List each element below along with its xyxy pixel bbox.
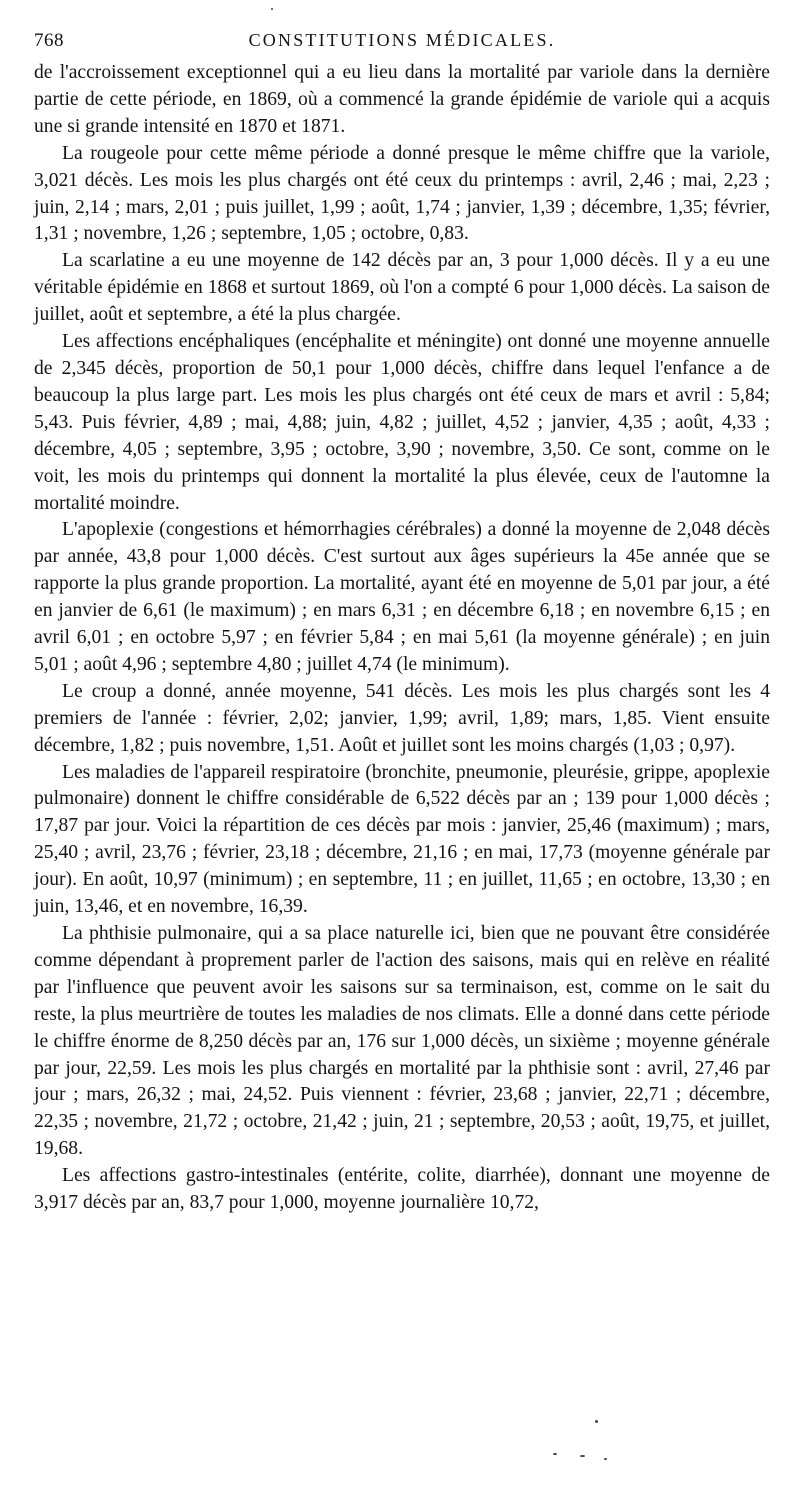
paragraph-affections-encephaliques: Les affections encéphaliques (encéphalite et méningite) ont donné une moyenne annuelle de 2,345 décès, proportion de 50,1 pour 1,000 décès, chiffre dans lequel l'enfance a de beaucoup la plus large part. Les mois les plus chargés ont été ceux de mars et avril : 5,84; 5,43. Puis février, 4,89 ; mai, 4,88; juin, 4,82 ; juillet, 4,52 ; janvier, 4,35 ; août, 4,33 ; décembre, 4,05 ; septembre, 3,95 ; octobre, 3,90 ; novembre, 3,50. Ce sont, comme on le voit, les mois du printemps qui donnent la mortalité la plus élevée, ceux de l'automne la mortalité moindre. bbox=[34, 331, 770, 514]
page-number: 768 bbox=[34, 30, 64, 51]
paragraph-rougeole: La rougeole pour cette même période a donné presque le même chiffre que la variole, 3,021 décès. Les mois les plus chargés ont été ceux du printemps : avril, 2,46 ; mai, 2,23 ; juin, 2,14 ; mars, 2,01 ; puis juillet, 1,99 ; août, 1,74 ; janvier, 1,39 ; décembre, 1,35; février, 1,31 ; novembre, 1,26 ; septembre, 1,05 ; octobre, 0,83. bbox=[34, 142, 770, 245]
scan-speck bbox=[553, 1453, 557, 1455]
page-header bbox=[34, 28, 770, 54]
running-title: CONSTITUTIONS MÉDICALES. bbox=[248, 30, 556, 50]
paragraph-affections-gastro-intestinales: Les affections gastro-intestinales (entérite, colite, diarrhée), donnant une moyenne de 3,917 décès par an, 83,7 pour 1,000, moyenne journalière 10,72, bbox=[34, 1165, 770, 1214]
scan-speck bbox=[580, 1455, 585, 1457]
body-text bbox=[34, 60, 770, 1217]
scan-speck bbox=[604, 1458, 607, 1460]
book-page bbox=[34, 28, 770, 1217]
paragraph-variole-continuation: de l'accroissement exceptionnel qui a eu lieu dans la mortalité par variole dans la dernière partie de cette période, en 1869, où a commencé la grande épidémie de variole qui a acquis une si grande intensité en 1870 et 1871. bbox=[34, 62, 770, 137]
scan-speck bbox=[271, 8, 273, 10]
paragraph-appareil-respiratoire: Les maladies de l'appareil respiratoire (bronchite, pneumonie, pleurésie, grippe, apoplexie pulmonaire) donnent le chiffre considérable de 6,522 décès par an ; 139 pour 1,000 décès ; 17,87 par jour. Voici la répartition de ces décès par mois : janvier, 25,46 (maximum) ; mars, 25,40 ; avril, 23,76 ; février, 23,18 ; décembre, 21,16 ; en mai, 17,73 (moyenne générale par jour). En août, 10,97 (minimum) ; en septembre, 11 ; en juillet, 11,65 ; en octobre, 13,30 ; en juin, 13,46, et en novembre, 16,39. bbox=[34, 761, 770, 918]
paragraph-apoplexie: L'apoplexie (congestions et hémorrhagies cérébrales) a donné la moyenne de 2,048 décès par année, 43,8 pour 1,000 décès. C'est surtout aux âges supérieurs la 45e année que se rapporte la plus grande proportion. La mortalité, ayant été en moyenne de 5,01 par jour, a été en janvier de 6,61 (le maximum) ; en mars 6,31 ; en décembre 6,18 ; en novembre 6,15 ; en avril 6,01 ; en octobre 5,97 ; en février 5,84 ; en mai 5,61 (la moyenne générale) ; en juin 5,01 ; août 4,96 ; septembre 4,80 ; juillet 4,74 (le minimum). bbox=[34, 519, 770, 675]
paragraph-croup: Le croup a donné, année moyenne, 541 décès. Les mois les plus chargés sont les 4 premiers de l'année : février, 2,02; janvier, 1,99; avril, 1,89; mars, 1,85. Vient ensuite décembre, 1,82 ; puis novembre, 1,51. Août et juillet sont les moins chargés (1,03 ; 0,97). bbox=[34, 680, 770, 756]
paragraph-phthisie-pulmonaire: La phthisie pulmonaire, qui a sa place naturelle ici, bien que ne pouvant être considérée comme dépendant à proprement parler de l'action des saisons, mais qui en relève en réalité par l'influence que peuvent avoir les saisons sur sa terminaison, est, comme on le sait du reste, la plus meurtrière de toutes les maladies de nos climats. Elle a donné dans cette période le chiffre énorme de 8,250 décès par an, 176 sur 1,000 décès, un sixième ; moyenne générale par jour, 22,59. Les mois les plus chargés en mortalité par la phthisie sont : avril, 27,46 par jour ; mars, 26,32 ; mai, 24,52. Puis viennent : février, 23,68 ; janvier, 22,71 ; décembre, 22,35 ; novembre, 21,72 ; octobre, 21,42 ; juin, 21 ; septembre, 20,53 ; août, 19,75, et juillet, 19,68. bbox=[34, 923, 770, 1160]
scan-speck bbox=[595, 1420, 598, 1423]
paragraph-scarlatine: La scarlatine a eu une moyenne de 142 décès par an, 3 pour 1,000 décès. Il y a eu une véritable épidémie en 1868 et surtout 1869, où l'on a compté 6 pour 1,000 décès. La saison de juillet, août et septembre, a été la plus chargée. bbox=[34, 250, 770, 326]
